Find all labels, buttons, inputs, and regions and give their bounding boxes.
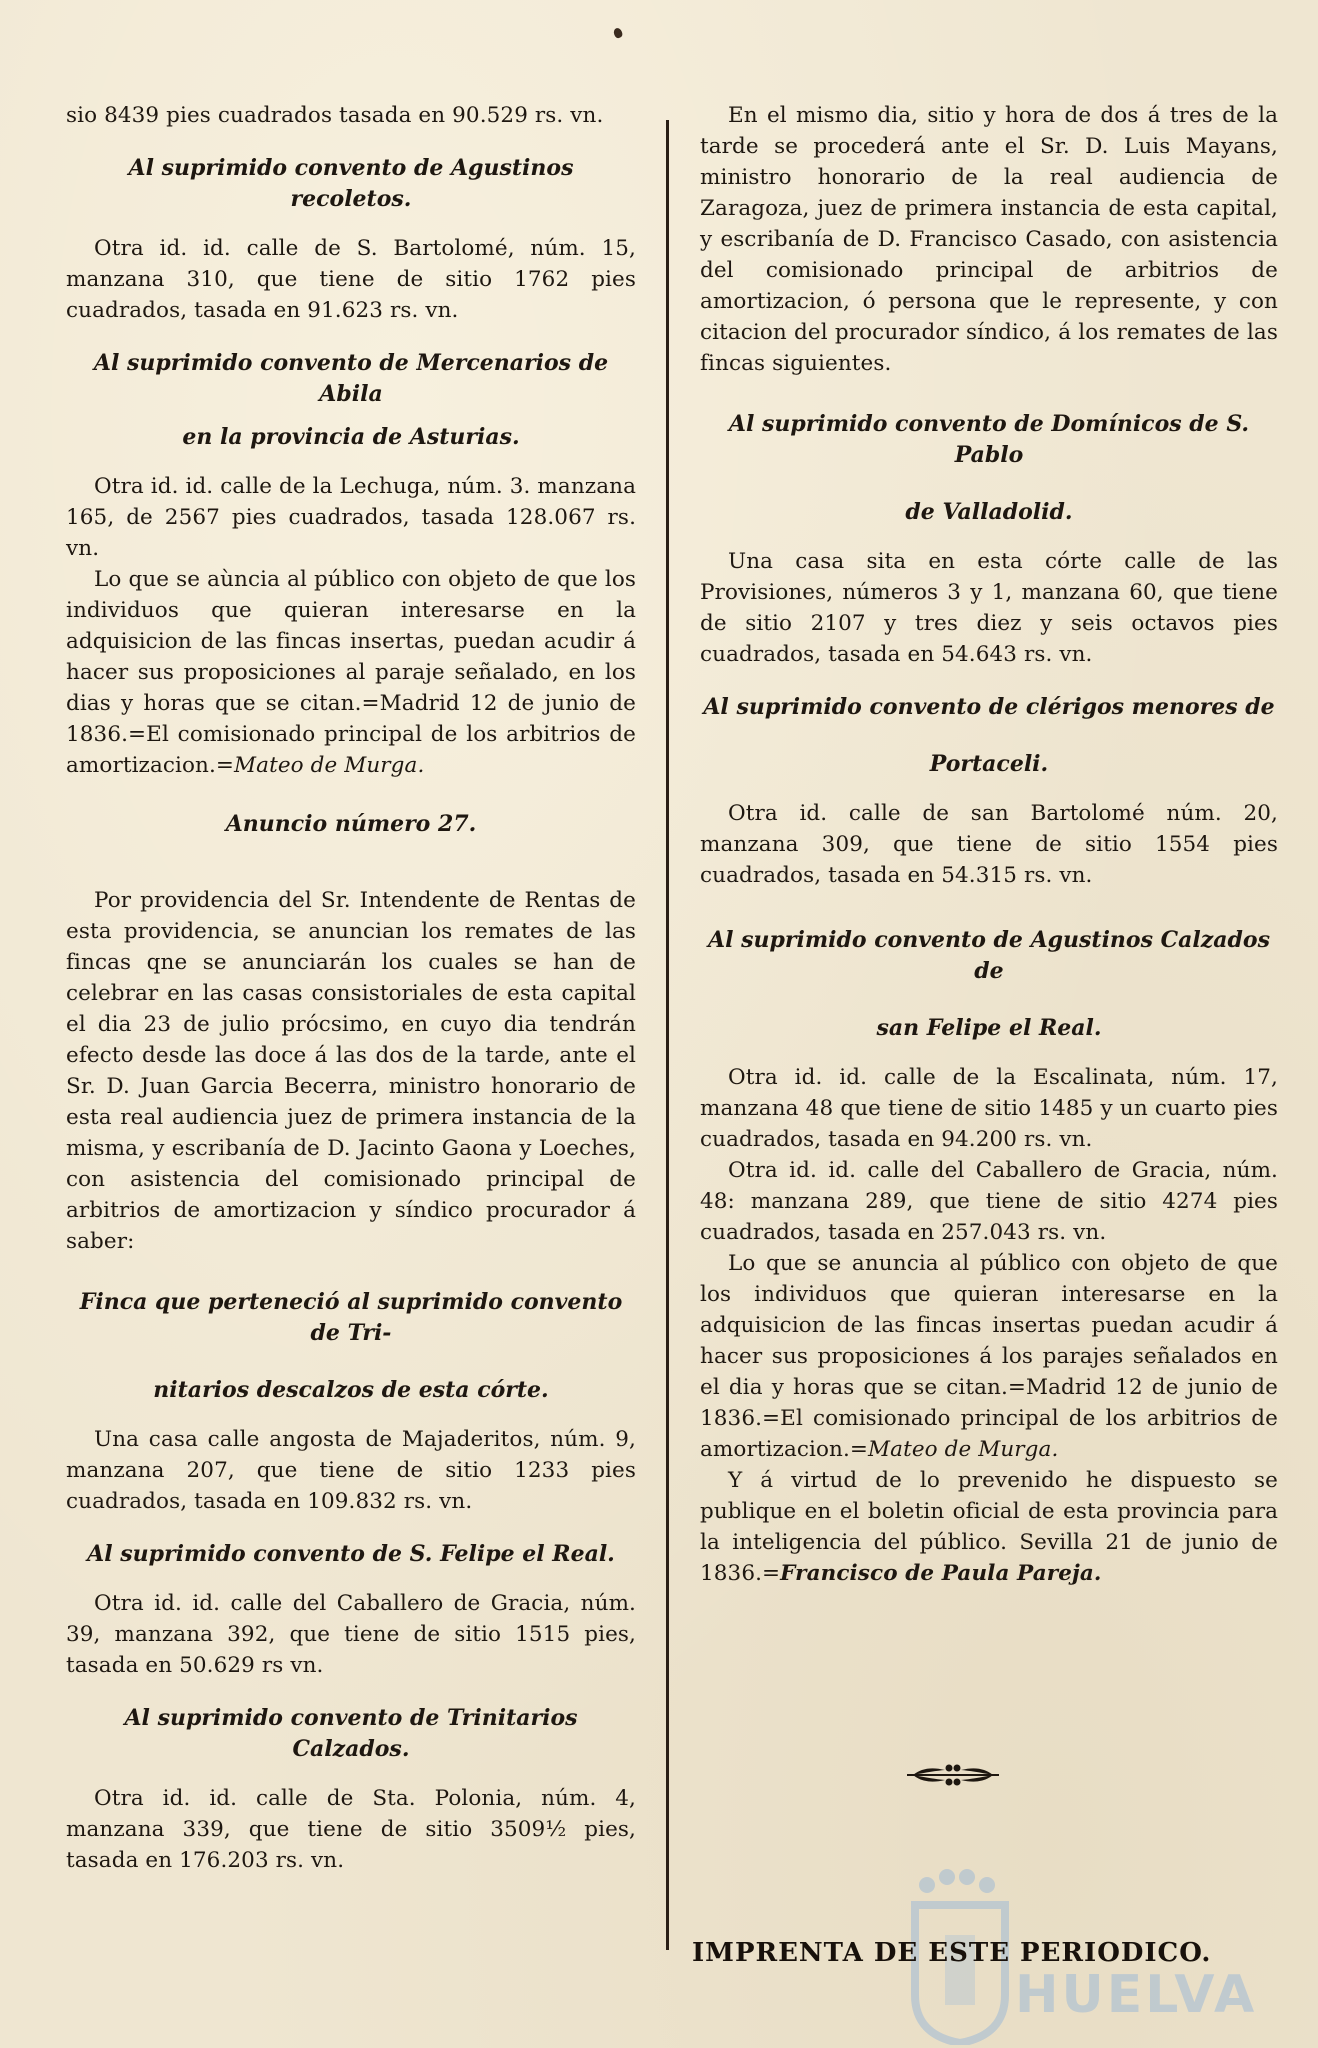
heading-line: Al suprimido convento de Agustinos Calzados de (708, 927, 1270, 984)
heading-line: nitarios descalzos de esta córte. (153, 1377, 549, 1403)
paragraph: Otra id. id. calle de S. Bartolomé, núm. 15, manzana 310, que tiene de sitio 1762 pies cuadrados, tasada en 91.623 rs. vn. (66, 236, 636, 323)
printer-imprint: IMPRENTA DE ESTE PERIODICO. (692, 1938, 1212, 1968)
heading-line: san Felipe el Real. (876, 1015, 1102, 1041)
signature: Francisco de Paula Pareja. (780, 1561, 1102, 1586)
paragraph: Por providencia del Sr. Intendente de Rentas de esta providencia, se anuncian los remates de las fincas qne se anunciarán los cuales se han de celebrar en las casas consistoriales de esta capital el dia 23 de julio prócsimo, en cuyo dia tendrán efecto desde las doce á las dos de la tarde, ante el Sr. D. Juan Garcia Becerra, ministro honorario de esta real audiencia juez de primera instancia de la misma, y escribanía de D. Jacinto Gaona y Loeches, con asistencia del comisionado principal de arbitrios de amortizacion y síndico procurador á saber: (66, 888, 636, 1254)
paragraph (700, 1465, 1278, 1589)
paragraph: Una casa sita en esta córte calle de las Provisiones, números 3 y 1, manzana 60, que tiene de sitio 2107 y tres diez y seis octavos pies cuadrados, tasada en 54.643 rs. vn. (700, 549, 1278, 667)
paragraph (66, 564, 636, 781)
paragraph: Una casa calle angosta de Majaderitos, núm. 9, manzana 207, que tiene de sitio 1233 pies cuadrados, tasada en 109.832 rs. vn. (66, 1427, 636, 1514)
paragraph: Otra id. calle de san Bartolomé núm. 20, manzana 309, que tiene de sitio 1554 pies cuadrados, tasada en 54.315 rs. vn. (700, 801, 1278, 888)
paragraph-text: Lo que se anuncia al público con objeto de que los individuos que quieran interesarse en la adquisicion de las fincas insertas puedan acudir á hacer sus proposiciones á los parajes señalados en el dia y horas que se citan.=Madrid 12 de junio de 1836.=El comisionado principal de los arbitrios de amortizacion.= (700, 1251, 1278, 1462)
heading-line: Al suprimido convento de clérigos menores de (703, 694, 1275, 720)
paragraph: Otra id. id. calle del Caballero de Gracia, núm. 39, manzana 392, que tiene de sitio 1515 pies, tasada en 50.629 rs vn. (66, 1591, 636, 1678)
section-heading (700, 925, 1278, 1044)
section-heading: Al suprimido convento de Agustinos recoletos. (128, 155, 574, 212)
announcement-number: Anuncio número 27. (225, 811, 477, 837)
paragraph: Otra id. id. calle de la Lechuga, núm. 3. manzana 165, de 2567 pies cuadrados, tasada 128.067 rs. vn. (66, 474, 636, 561)
section-heading (700, 692, 1278, 780)
paragraph: Otra id. id. calle del Caballero de Gracia, núm. 48: manzana 289, que tiene de sitio 4274 pies cuadrados, tasada en 257.043 rs. vn. (700, 1158, 1278, 1245)
fleuron-ornament-icon (905, 1762, 1001, 1788)
heading-line: Finca que perteneció al suprimido convento de Tri- (79, 1289, 623, 1346)
watermark-text: HUELVA (1015, 1965, 1258, 2025)
heading-line: Al suprimido convento de Domínicos de S. Pablo (728, 411, 1250, 468)
paragraph: Otra id. id. calle de la Escalinata, núm. 17, manzana 48 que tiene de sitio 1485 y un cuarto pies cuadrados, tasada en 94.200 rs. vn. (700, 1065, 1278, 1152)
heading-line: Portaceli. (929, 751, 1049, 777)
paragraph-text: Y á virtud de lo prevenido he dispuesto se publique en el boletin oficial de esta provincia para la inteligencia del público. Sevilla 21 de junio de 1836.= (700, 1468, 1278, 1586)
paragraph: Otra id. id. calle de Sta. Polonia, núm. 4, manzana 339, que tiene de sitio 3509½ pies, tasada en 176.203 rs. vn. (66, 1786, 636, 1873)
heading-line: Al suprimido convento de Mercenarios de Abila (93, 350, 609, 407)
paragraph: En el mismo dia, sitio y hora de dos á tres de la tarde se procederá ante el Sr. D. Luis Mayans, ministro honorario de la real audiencia de Zaragoza, juez de primera instancia de esta capital, y escribanía de D. Francisco Casado, con asistencia del comisionado principal de arbitrios de amortizacion, ó persona que le represente, y con citacion del procurador síndico, á los remates de las fincas siguientes. (700, 103, 1278, 376)
paragraph-text: Lo que se aùncia al público con objeto de que los individuos que quieran interesarse en la adquisicion de las fincas insertas, puedan acudir á hacer sus proposiciones al paraje señalado, en los dias y horas que se citan.=Madrid 12 de junio de 1836.=El comisionado principal de los arbitrios de amortizacion.= (66, 567, 636, 778)
section-heading (66, 1287, 636, 1406)
paragraph (700, 1248, 1278, 1465)
heading-line: en la provincia de Asturias. (182, 424, 520, 450)
ink-blot (613, 27, 624, 39)
heading-line: de Valladolid. (905, 499, 1073, 525)
section-heading: Al suprimido convento de S. Felipe el Real. (87, 1541, 615, 1567)
section-heading (700, 409, 1278, 528)
column-divider (666, 120, 669, 1950)
right-column (700, 100, 1278, 1589)
signature: Mateo de Murga. (234, 753, 425, 778)
left-column (66, 100, 636, 1876)
signature: Mateo de Murga. (868, 1437, 1059, 1462)
section-heading: Al suprimido convento de Trinitarios Calzados. (124, 1705, 578, 1762)
section-heading (66, 348, 636, 453)
paragraph: sio 8439 pies cuadrados tasada en 90.529 rs. vn. (66, 103, 604, 128)
